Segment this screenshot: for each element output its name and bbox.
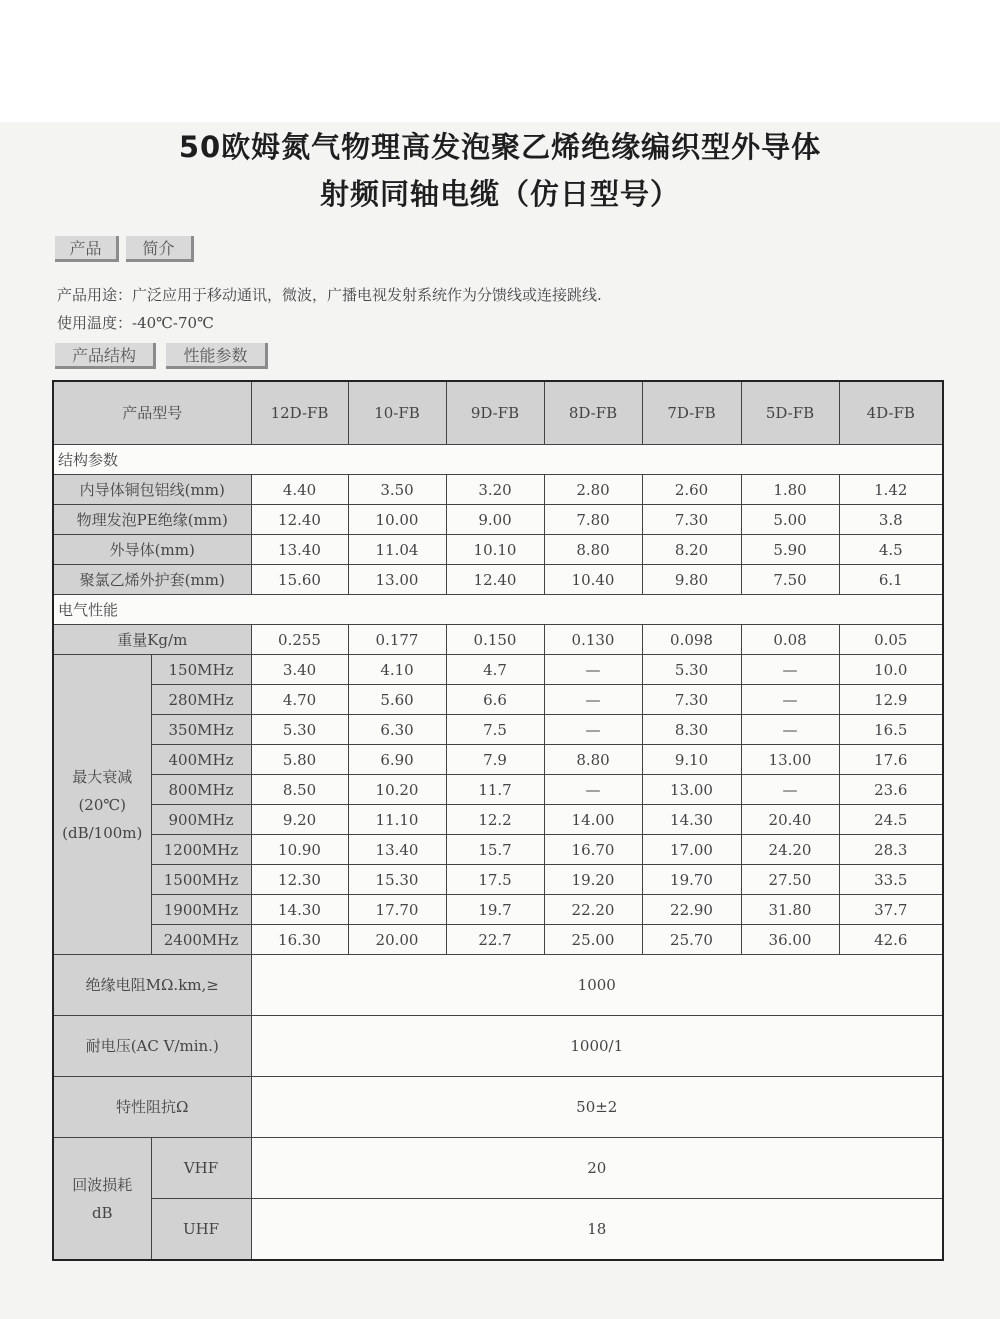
- cell: 5.80: [251, 745, 348, 775]
- temperature-text: 使用温度：-40℃-70℃: [57, 314, 214, 332]
- cell: —: [741, 715, 839, 745]
- cell: 9.80: [642, 565, 741, 595]
- cell: 0.255: [251, 625, 348, 655]
- cell: 16.70: [544, 835, 642, 865]
- cell: 24.20: [741, 835, 839, 865]
- cell: 7.50: [741, 565, 839, 595]
- table-row: [53, 745, 943, 775]
- cell: 1000: [251, 955, 943, 1016]
- cell: 36.00: [741, 925, 839, 955]
- cell: 11.04: [348, 535, 446, 565]
- cell: 7.5: [446, 715, 544, 745]
- row-label: 物理发泡PE绝缘(mm): [53, 505, 251, 535]
- cell: 7.30: [642, 685, 741, 715]
- cell: 3.20: [446, 475, 544, 505]
- cell: 5.60: [348, 685, 446, 715]
- model-header: 4D-FB: [839, 381, 943, 445]
- cell: 3.40: [251, 655, 348, 685]
- table-row: [53, 955, 943, 1016]
- frequency-label: 150MHz: [151, 655, 251, 685]
- cell: —: [741, 685, 839, 715]
- cell: —: [544, 775, 642, 805]
- cell: 9.00: [446, 505, 544, 535]
- cell: 10.90: [251, 835, 348, 865]
- cell: 18: [251, 1199, 943, 1261]
- cell: 13.40: [348, 835, 446, 865]
- spec-table: [52, 380, 944, 1261]
- cell: 7.30: [642, 505, 741, 535]
- cell: 4.70: [251, 685, 348, 715]
- cell: 8.80: [544, 535, 642, 565]
- cell: 9.10: [642, 745, 741, 775]
- cell: 20.00: [348, 925, 446, 955]
- cell: —: [544, 685, 642, 715]
- cell: 19.7: [446, 895, 544, 925]
- table-row: [53, 685, 943, 715]
- section-row: [53, 595, 943, 625]
- cell: 22.20: [544, 895, 642, 925]
- cell: 2.80: [544, 475, 642, 505]
- row-label: 内导体铜包铝线(mm): [53, 475, 251, 505]
- cell: 6.1: [839, 565, 943, 595]
- tab-intro[interactable]: 简介: [126, 236, 194, 262]
- table-row: [53, 1016, 943, 1077]
- cell: 11.7: [446, 775, 544, 805]
- cell: 14.30: [251, 895, 348, 925]
- cell: 5.30: [251, 715, 348, 745]
- tab-structure[interactable]: 产品结构: [55, 343, 156, 369]
- cell: 4.5: [839, 535, 943, 565]
- model-header: 12D-FB: [251, 381, 348, 445]
- row-label: 特性阻抗Ω: [53, 1077, 251, 1138]
- table-row: [53, 1077, 943, 1138]
- cell: 17.5: [446, 865, 544, 895]
- cell: 0.150: [446, 625, 544, 655]
- table-row: [53, 475, 943, 505]
- table-row: [53, 865, 943, 895]
- cell: 1.42: [839, 475, 943, 505]
- cell: 12.30: [251, 865, 348, 895]
- frequency-label: 2400MHz: [151, 925, 251, 955]
- attenuation-label: [53, 655, 151, 955]
- cell: 10.20: [348, 775, 446, 805]
- cell: 17.6: [839, 745, 943, 775]
- frequency-label: 800MHz: [151, 775, 251, 805]
- cell: 17.70: [348, 895, 446, 925]
- cell: 15.60: [251, 565, 348, 595]
- tab-performance[interactable]: 性能参数: [166, 343, 268, 369]
- cell: 5.30: [642, 655, 741, 685]
- cell: 42.6: [839, 925, 943, 955]
- cell: 4.40: [251, 475, 348, 505]
- cell: 0.08: [741, 625, 839, 655]
- cell: 27.50: [741, 865, 839, 895]
- table-row: [53, 505, 943, 535]
- vhf-label: VHF: [151, 1138, 251, 1199]
- table-row: [53, 775, 943, 805]
- cell: 8.20: [642, 535, 741, 565]
- row-label: 聚氯乙烯外护套(mm): [53, 565, 251, 595]
- cell: 8.80: [544, 745, 642, 775]
- cell: 50±2: [251, 1077, 943, 1138]
- cell: 12.40: [251, 505, 348, 535]
- cell: —: [544, 715, 642, 745]
- cell: 13.00: [642, 775, 741, 805]
- cell: 0.05: [839, 625, 943, 655]
- table-row: [53, 895, 943, 925]
- cell: 10.40: [544, 565, 642, 595]
- table-row: [53, 715, 943, 745]
- cell: 13.00: [348, 565, 446, 595]
- header-row: [53, 381, 943, 445]
- cell: —: [741, 775, 839, 805]
- page-title-line2: 射频同轴电缆（仿日型号）: [319, 177, 680, 211]
- cell: 15.7: [446, 835, 544, 865]
- table-row: [53, 535, 943, 565]
- return-loss-label: [53, 1138, 151, 1261]
- cell: 10.00: [348, 505, 446, 535]
- model-header: 7D-FB: [642, 381, 741, 445]
- cell: 8.50: [251, 775, 348, 805]
- return-loss-label-line2: dB: [91, 1203, 113, 1222]
- cell: 8.30: [642, 715, 741, 745]
- cell: 20.40: [741, 805, 839, 835]
- model-header: 9D-FB: [446, 381, 544, 445]
- frequency-label: 1200MHz: [151, 835, 251, 865]
- cell: 6.30: [348, 715, 446, 745]
- cell: 23.6: [839, 775, 943, 805]
- model-header: 8D-FB: [544, 381, 642, 445]
- cell: 3.8: [839, 505, 943, 535]
- attenuation-label-line1: 最大衰减: [72, 767, 133, 786]
- tab-product[interactable]: 产品: [55, 236, 119, 262]
- table-row: [53, 925, 943, 955]
- cell: 10.10: [446, 535, 544, 565]
- table-row: [53, 565, 943, 595]
- cell: 14.00: [544, 805, 642, 835]
- cell: 14.30: [642, 805, 741, 835]
- table-row: [53, 1138, 943, 1199]
- cell: 10.0: [839, 655, 943, 685]
- row-label: 耐电压(AC V/min.): [53, 1016, 251, 1077]
- return-loss-label-line1: 回波损耗: [72, 1175, 133, 1194]
- cell: 25.70: [642, 925, 741, 955]
- cell: 17.00: [642, 835, 741, 865]
- cell: 4.10: [348, 655, 446, 685]
- cell: 1000/1: [251, 1016, 943, 1077]
- cell: 0.177: [348, 625, 446, 655]
- table-row: [53, 1199, 943, 1261]
- cell: 22.7: [446, 925, 544, 955]
- row-label: 绝缘电阻MΩ.km,≥: [53, 955, 251, 1016]
- cell: 1.80: [741, 475, 839, 505]
- cell: 5.00: [741, 505, 839, 535]
- cell: 12.2: [446, 805, 544, 835]
- table-row: [53, 625, 943, 655]
- cell: 3.50: [348, 475, 446, 505]
- frequency-label: 280MHz: [151, 685, 251, 715]
- cell: 28.3: [839, 835, 943, 865]
- page-title-line1: 50欧姆氮气物理高发泡聚乙烯绝缘编织型外导体: [178, 130, 822, 164]
- cell: 6.6: [446, 685, 544, 715]
- frequency-label: 1900MHz: [151, 895, 251, 925]
- cell: 25.00: [544, 925, 642, 955]
- cell: 9.20: [251, 805, 348, 835]
- table-row: [53, 655, 943, 685]
- cell: 22.90: [642, 895, 741, 925]
- uhf-label: UHF: [151, 1199, 251, 1261]
- model-header: 5D-FB: [741, 381, 839, 445]
- cell: 2.60: [642, 475, 741, 505]
- frequency-label: 1500MHz: [151, 865, 251, 895]
- section-row: [53, 445, 943, 475]
- cell: 19.70: [642, 865, 741, 895]
- cell: 24.5: [839, 805, 943, 835]
- frequency-label: 400MHz: [151, 745, 251, 775]
- cell: 7.80: [544, 505, 642, 535]
- cell: 6.90: [348, 745, 446, 775]
- cell: —: [741, 655, 839, 685]
- row-label: 重量Kg/m: [53, 625, 251, 655]
- cell: 37.7: [839, 895, 943, 925]
- cell: 0.098: [642, 625, 741, 655]
- cell: 31.80: [741, 895, 839, 925]
- cell: 16.5: [839, 715, 943, 745]
- frequency-label: 350MHz: [151, 715, 251, 745]
- cell: 5.90: [741, 535, 839, 565]
- model-label: 产品型号: [53, 381, 251, 445]
- row-label: 外导体(mm): [53, 535, 251, 565]
- frequency-label: 900MHz: [151, 805, 251, 835]
- cell: 12.40: [446, 565, 544, 595]
- cell: —: [544, 655, 642, 685]
- cell: 33.5: [839, 865, 943, 895]
- cell: 13.40: [251, 535, 348, 565]
- structure-section-label: 结构参数: [53, 445, 943, 475]
- electrical-section-label: 电气性能: [53, 595, 943, 625]
- table-row: [53, 805, 943, 835]
- cell: 11.10: [348, 805, 446, 835]
- cell: 16.30: [251, 925, 348, 955]
- attenuation-label-line2: (20℃): [78, 795, 127, 814]
- table-row: [53, 835, 943, 865]
- cell: 15.30: [348, 865, 446, 895]
- usage-text: 产品用途：广泛应用于移动通讯，微波，广播电视发射系统作为分馈线或连接跳线.: [57, 286, 602, 304]
- cell: 13.00: [741, 745, 839, 775]
- cell: 4.7: [446, 655, 544, 685]
- cell: 20: [251, 1138, 943, 1199]
- cell: 19.20: [544, 865, 642, 895]
- cell: 0.130: [544, 625, 642, 655]
- cell: 12.9: [839, 685, 943, 715]
- attenuation-label-line3: (dB/100m): [62, 823, 143, 842]
- cell: 7.9: [446, 745, 544, 775]
- model-header: 10-FB: [348, 381, 446, 445]
